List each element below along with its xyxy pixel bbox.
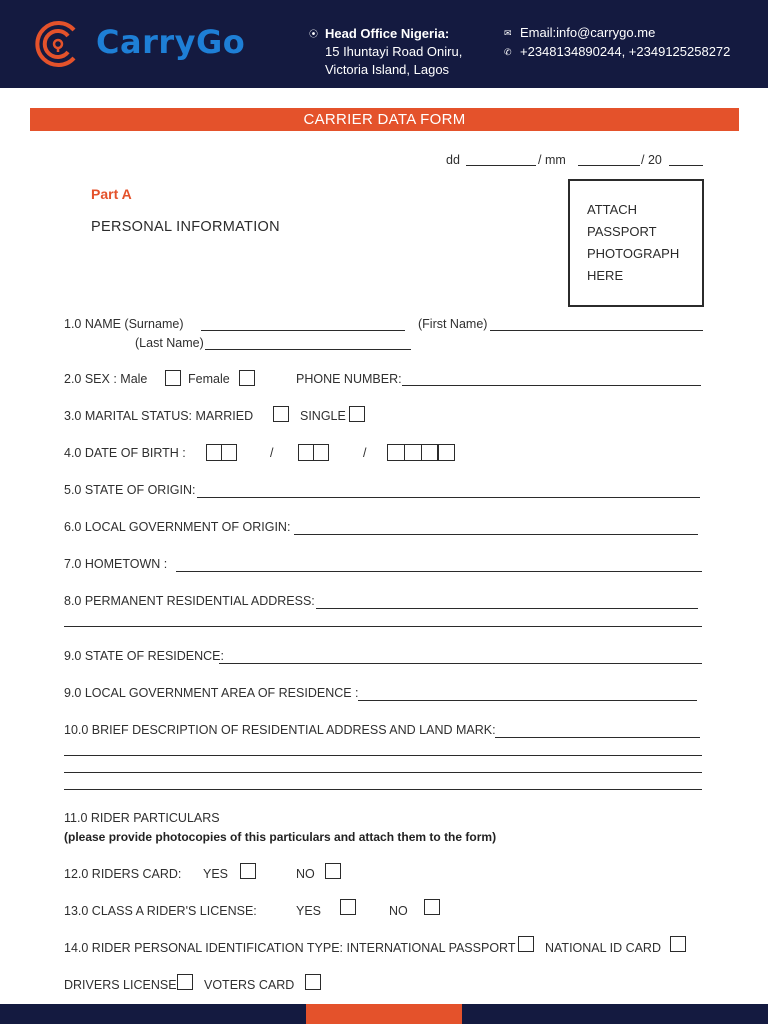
voters-card-checkbox[interactable] xyxy=(305,974,321,990)
international-passport-checkbox[interactable] xyxy=(518,936,534,952)
rider-particulars-heading: 11.0 RIDER PARTICULARS xyxy=(64,811,220,825)
phone-label: PHONE NUMBER: xyxy=(296,372,402,386)
riders-card-no-checkbox[interactable] xyxy=(325,863,341,879)
lga-origin-label: 6.0 LOCAL GOVERNMENT OF ORIGIN: xyxy=(64,520,291,534)
riders-card-yes-label: YES xyxy=(203,867,229,881)
class-a-yes-checkbox[interactable] xyxy=(340,899,356,915)
dob-day-cell[interactable] xyxy=(221,444,237,461)
envelope-icon: ✉ xyxy=(504,28,512,38)
state-origin-field[interactable] xyxy=(197,497,700,498)
lga-res-field[interactable] xyxy=(358,700,697,701)
surname-label: 1.0 NAME (Surname) xyxy=(64,317,184,331)
form-title: CARRIER DATA FORM xyxy=(303,111,466,128)
lga-res-label: 9.0 LOCAL GOVERNMENT AREA OF RESIDENCE : xyxy=(64,686,359,700)
class-a-no-checkbox[interactable] xyxy=(424,899,440,915)
first-name-label: (First Name) xyxy=(418,317,488,331)
footer-accent xyxy=(306,1004,462,1024)
female-label: Female xyxy=(188,372,230,386)
photo-text-line4: HERE xyxy=(587,268,624,283)
state-origin-label: 5.0 STATE OF ORIGIN: xyxy=(64,483,196,497)
photo-text-line1: ATTACH xyxy=(587,202,638,217)
dob-month-cell[interactable] xyxy=(298,444,314,461)
brief-desc-field-line4[interactable] xyxy=(64,789,702,790)
state-res-label: 9.0 STATE OF RESIDENCE: xyxy=(64,649,224,663)
dob-day-boxes[interactable] xyxy=(206,444,236,461)
single-label: SINGLE xyxy=(300,409,346,423)
perm-address-field-line2[interactable] xyxy=(64,626,702,627)
dob-year-cell[interactable] xyxy=(421,444,439,461)
female-checkbox[interactable] xyxy=(239,370,255,386)
dob-slash-1: / xyxy=(270,446,274,460)
date-yy-label: / 20 xyxy=(641,153,662,167)
map-pin-icon: ⦿ xyxy=(309,29,319,39)
marital-married-label: 3.0 MARITAL STATUS: MARRIED xyxy=(64,409,254,423)
date-yy-line[interactable] xyxy=(669,165,703,166)
date-dd-line[interactable] xyxy=(466,165,536,166)
drivers-license-label: DRIVERS LICENSE xyxy=(64,978,177,992)
state-res-field[interactable] xyxy=(219,663,702,664)
brand-name: CarryGo xyxy=(96,23,246,61)
national-id-label: NATIONAL ID CARD xyxy=(545,941,661,955)
male-checkbox[interactable] xyxy=(165,370,181,386)
perm-address-field[interactable] xyxy=(316,608,698,609)
dob-day-cell[interactable] xyxy=(206,444,222,461)
section-title: PERSONAL INFORMATION xyxy=(91,219,280,235)
married-checkbox[interactable] xyxy=(273,406,289,422)
office-address-line1: 15 Ihuntayi Road Oniru, xyxy=(325,44,463,59)
brief-desc-field[interactable] xyxy=(495,737,700,738)
lga-origin-field[interactable] xyxy=(294,534,698,535)
surname-field[interactable] xyxy=(201,330,405,331)
id-type-label: 14.0 RIDER PERSONAL IDENTIFICATION TYPE: INTERNATIONAL PASSPORT xyxy=(64,941,516,955)
photo-text-line3: PHOTOGRAPH xyxy=(587,246,680,261)
passport-photo-box[interactable] xyxy=(568,179,704,307)
brief-desc-field-line2[interactable] xyxy=(64,755,702,756)
brief-desc-label: 10.0 BRIEF DESCRIPTION OF RESIDENTIAL ADDRESS AND LAND MARK: xyxy=(64,723,496,737)
photo-text-line2: PASSPORT xyxy=(587,224,657,239)
hometown-label: 7.0 HOMETOWN : xyxy=(64,557,168,571)
dob-label: 4.0 DATE OF BIRTH : xyxy=(64,446,186,460)
national-id-checkbox[interactable] xyxy=(670,936,686,952)
dob-slash-2: / xyxy=(363,446,367,460)
brief-desc-field-line3[interactable] xyxy=(64,772,702,773)
phone-icon: ✆ xyxy=(504,47,512,57)
office-address-line2: Victoria Island, Lagos xyxy=(325,62,450,77)
class-a-yes-label: YES xyxy=(296,904,322,918)
phone-field[interactable] xyxy=(402,385,701,386)
carrygo-logo-icon xyxy=(34,20,82,68)
dob-year-cell[interactable] xyxy=(437,444,455,461)
dob-year-cell[interactable] xyxy=(387,444,405,461)
last-name-label: (Last Name) xyxy=(135,336,204,350)
hometown-field[interactable] xyxy=(176,571,702,572)
riders-card-yes-checkbox[interactable] xyxy=(240,863,256,879)
part-a-label: Part A xyxy=(91,186,132,202)
dob-month-boxes[interactable] xyxy=(298,444,328,461)
date-mm-label: / mm xyxy=(538,153,566,167)
riders-card-no-label: NO xyxy=(296,867,315,881)
rider-particulars-note: (please provide photocopies of this particulars and attach them to the form) xyxy=(64,830,497,844)
voters-card-label: VOTERS CARD xyxy=(204,978,295,992)
contact-phones: +2348134890244, +2349125258272 xyxy=(520,44,731,59)
date-mm-line[interactable] xyxy=(578,165,640,166)
class-a-license-label: 13.0 CLASS A RIDER'S LICENSE: xyxy=(64,904,257,918)
last-name-field[interactable] xyxy=(205,349,411,350)
date-dd-label: dd xyxy=(446,153,460,167)
single-checkbox[interactable] xyxy=(349,406,365,422)
dob-month-cell[interactable] xyxy=(313,444,329,461)
class-a-no-label: NO xyxy=(389,904,408,918)
sex-male-label: 2.0 SEX : Male xyxy=(64,372,148,386)
dob-year-boxes[interactable] xyxy=(387,444,454,461)
drivers-license-checkbox[interactable] xyxy=(177,974,193,990)
contact-email: Email:info@carrygo.me xyxy=(520,25,656,40)
first-name-field[interactable] xyxy=(490,330,703,331)
riders-card-label: 12.0 RIDERS CARD: xyxy=(64,867,182,881)
dob-year-cell[interactable] xyxy=(404,444,422,461)
office-label: Head Office Nigeria: xyxy=(325,26,450,41)
perm-address-label: 8.0 PERMANENT RESIDENTIAL ADDRESS: xyxy=(64,594,315,608)
